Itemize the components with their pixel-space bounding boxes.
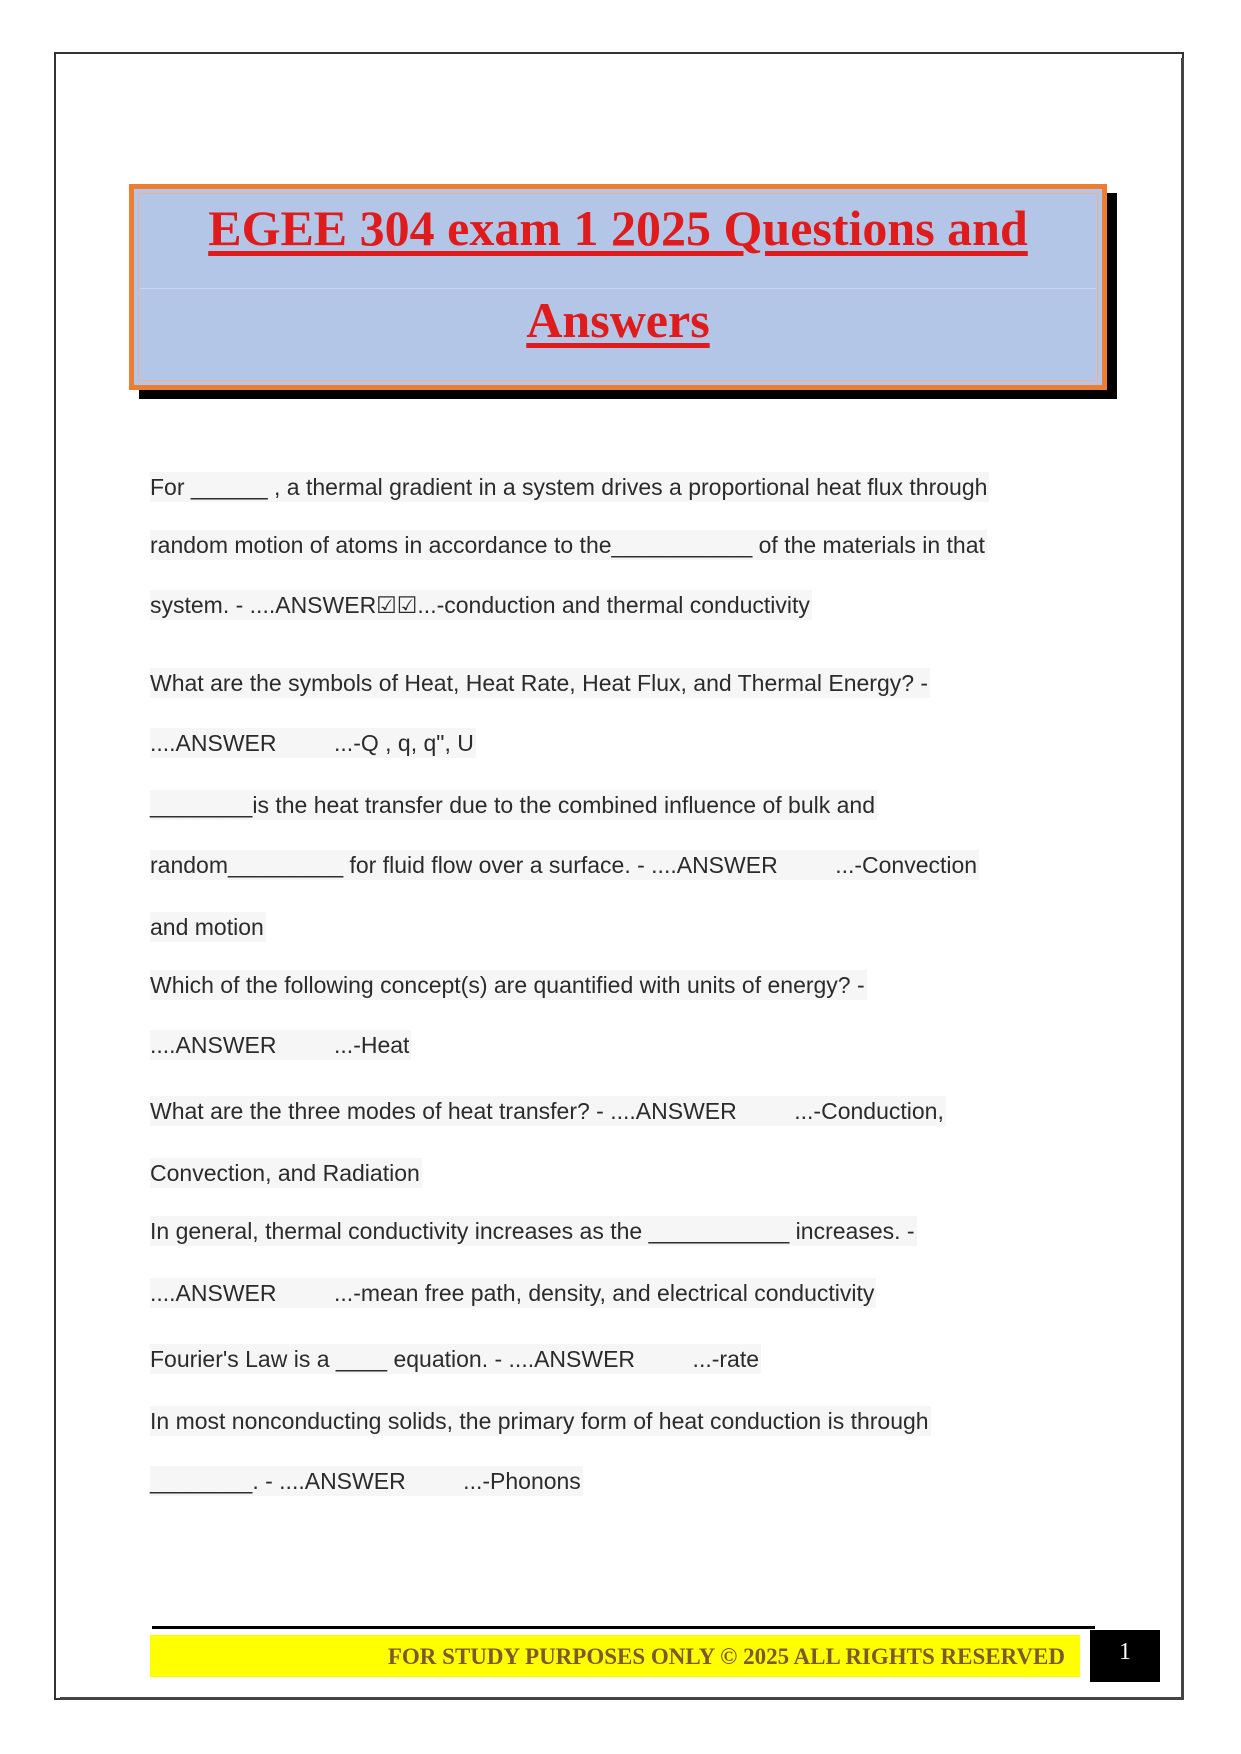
qa-line	[150, 670, 930, 696]
qa-line	[150, 972, 867, 998]
qa-line-text: Convection, and Radiation	[150, 1160, 420, 1186]
qa-line	[150, 1160, 422, 1186]
qa-line	[150, 1408, 931, 1434]
qa-line-text: Fourier's Law is a ____ equation. - ....ANSWER ...-rate	[150, 1346, 760, 1372]
qa-line-text: ....ANSWER ...-mean free path, density, and electrical conductivity	[150, 1280, 875, 1306]
qa-line	[150, 1098, 946, 1124]
qa-line-text: random motion of atoms in accordance to the___________ of the materials in that	[150, 532, 985, 558]
qa-line-text: Which of the following concept(s) are quantified with units of energy? -	[150, 972, 865, 998]
footer-rule	[152, 1626, 1095, 1629]
qa-line	[150, 914, 266, 940]
qa-line	[150, 852, 979, 878]
qa-line	[150, 1032, 411, 1058]
qa-line	[150, 474, 989, 500]
qa-line-text: In most nonconducting solids, the primary form of heat conduction is through	[150, 1408, 929, 1434]
title-box	[129, 184, 1107, 390]
qa-line	[150, 532, 987, 558]
qa-line-text: ....ANSWER ...-Q , q, q", U	[150, 730, 474, 756]
qa-line-text: ________is the heat transfer due to the combined influence of bulk and	[150, 792, 876, 818]
qa-line	[150, 1346, 761, 1372]
document-title-line-1: EGEE 304 exam 1 2025 Questions and	[208, 200, 1028, 256]
qa-line	[150, 592, 812, 618]
qa-line	[150, 1218, 917, 1244]
title-box-divider	[140, 288, 1096, 289]
qa-line-text: In general, thermal conductivity increases as the ___________ increases. -	[150, 1218, 915, 1244]
qa-line-text: ....ANSWER ...-Heat	[150, 1032, 410, 1058]
qa-line	[150, 730, 476, 756]
qa-line	[150, 792, 877, 818]
qa-line-text: For ______ , a thermal gradient in a system drives a proportional heat flux through	[150, 474, 988, 500]
qa-line-text: system. - ....ANSWER☑☑...-conduction and thermal conductivity	[150, 592, 810, 618]
qa-line	[150, 1280, 876, 1306]
qa-line-text: and motion	[150, 914, 264, 940]
qa-line-text: What are the three modes of heat transfer? - ....ANSWER ...-Conduction,	[150, 1098, 944, 1124]
footer-copyright: FOR STUDY PURPOSES ONLY © 2025 ALL RIGHTS RESERVED	[387, 1644, 1065, 1669]
qa-line-text: What are the symbols of Heat, Heat Rate, Heat Flux, and Thermal Energy? -	[150, 670, 929, 696]
document-title-line-2: Answers	[526, 292, 710, 348]
qa-line-text: ________. - ....ANSWER ...-Phonons	[150, 1468, 581, 1494]
qa-line	[150, 1468, 583, 1494]
page-number: 1	[1090, 1630, 1160, 1682]
qa-line-text: random_________ for fluid flow over a surface. - ....ANSWER ...-Convection	[150, 852, 978, 878]
